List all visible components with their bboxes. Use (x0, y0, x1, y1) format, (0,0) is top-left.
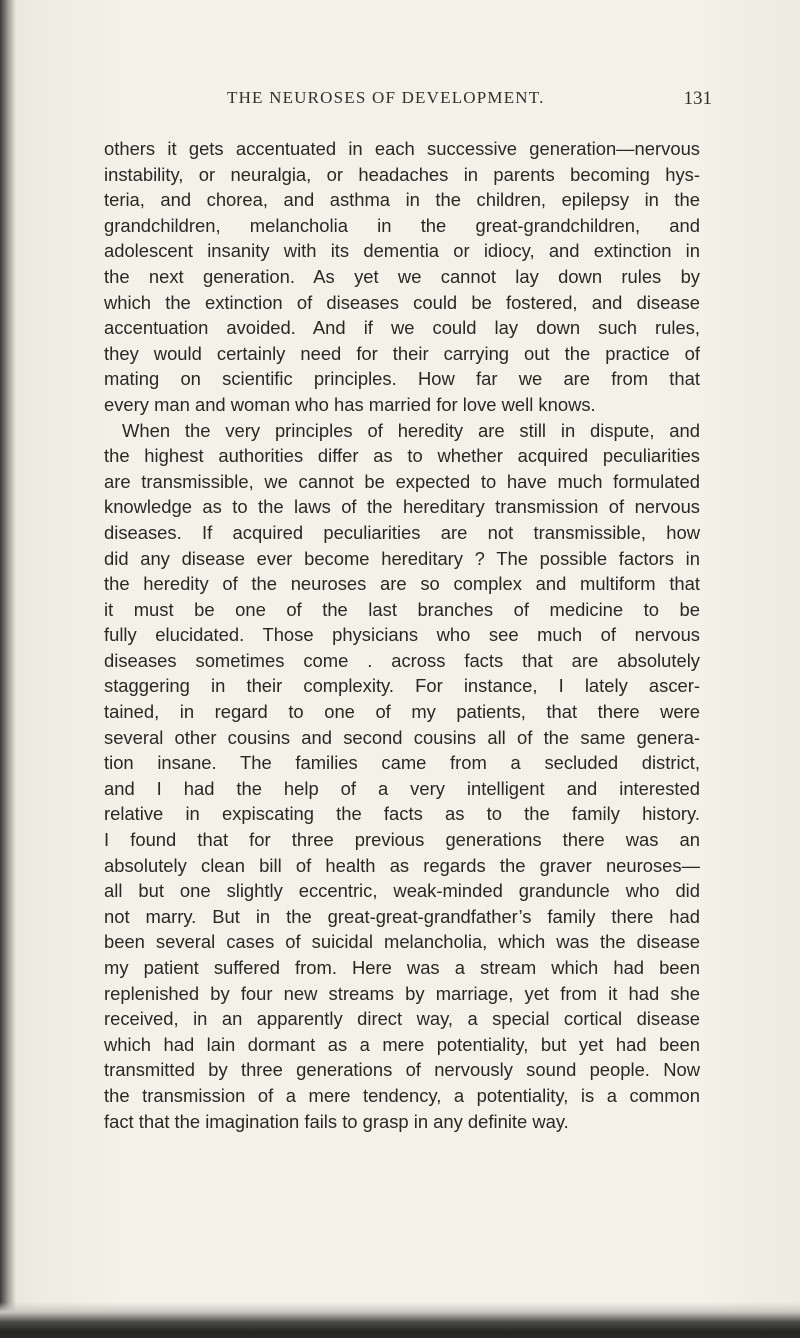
text-line: adolescent insanity with its dementia or idiocy, and extinction in (104, 240, 700, 262)
text-line: diseases sometimes come . across facts that are absolutely (104, 649, 700, 671)
text-line: every man and woman who has married for love well knows. (104, 393, 596, 415)
text-line: the heredity of the neuroses are so complex and multiform that (104, 573, 700, 595)
text-line: several other cousins and second cousins all of the same genera- (104, 726, 700, 748)
text-line: transmitted by three generations of nervously sound people. Now (104, 1059, 700, 1081)
text-line: staggering in their complexity. For instance, I lately ascer- (104, 675, 700, 697)
text-line: the transmission of a mere tendency, a potentiality, is a common (104, 1084, 700, 1106)
text-line: When the very principles of heredity are still in dispute, and (122, 419, 700, 441)
text-line: tained, in regard to one of my patients, that there were (104, 701, 700, 723)
text-line: the highest authorities differ as to whether acquired peculiarities (104, 445, 700, 467)
page-bottom-edge (0, 1302, 800, 1338)
text-line: mating on scientific principles. How far we are from that (104, 368, 700, 390)
text-line: tion insane. The families came from a secluded district, (104, 752, 700, 774)
text-line: and I had the help of a very intelligent and interested (104, 777, 700, 799)
text-line: absolutely clean bill of health as regards the graver neuroses— (104, 854, 700, 876)
text-line: replenished by four new streams by marriage, yet from it had she (104, 982, 700, 1004)
text-line: diseases. If acquired peculiarities are not transmissible, how (104, 521, 700, 543)
text-line: my patient suffered from. Here was a stream which had been (104, 957, 700, 978)
text-line: instability, or neuralgia, or headaches in parents becoming hys- (104, 163, 700, 185)
page-number: 131 (683, 88, 712, 109)
text-line: I found that for three previous generations there was an (104, 829, 700, 851)
text-line: it must be one of the last branches of medicine to be (104, 598, 700, 620)
text-line: the next generation. As yet we cannot lay down rules by (104, 265, 700, 287)
page-gutter-shadow (0, 0, 16, 1338)
text-line: are transmissible, we cannot be expected to have much formulated (104, 470, 700, 492)
text-line: grandchildren, melancholia in the great-grandchildren, and (104, 214, 700, 236)
text-line: received, in an apparently direct way, a special cortical disease (104, 1008, 700, 1030)
text-line: been several cases of suicidal melancholia, which was the disease (104, 931, 700, 953)
text-line: others it gets accentuated in each successive generation—nervous (104, 138, 700, 159)
text-line: all but one slightly eccentric, weak-minded granduncle who did (104, 880, 700, 902)
text-line: knowledge as to the laws of the hereditary transmission of nervous (104, 496, 700, 518)
page-header (100, 88, 712, 114)
text-line: they would certainly need for their carrying out the practice of (104, 342, 700, 364)
text-line: which the extinction of diseases could be fostered, and disease (104, 291, 700, 313)
text-line: not marry. But in the great-great-grandfather’s family there had (104, 905, 700, 927)
text-line: fact that the imagination fails to grasp in any definite way. (104, 1110, 569, 1132)
text-line: relative in expiscating the facts as to the family history. (104, 803, 700, 825)
text-line: teria, and chorea, and asthma in the children, epilepsy in the (104, 189, 700, 211)
text-line: which had lain dormant as a mere potentiality, but yet had been (104, 1033, 700, 1055)
text-line: did any disease ever become hereditary ? The possible factors in (104, 547, 700, 569)
running-title: THE NEUROSES OF DEVELOPMENT. (227, 88, 545, 107)
text-line: fully elucidated. Those physicians who see much of nervous (104, 624, 700, 646)
body-text (104, 136, 700, 1134)
text-line: accentuation avoided. And if we could lay down such rules, (104, 317, 700, 339)
